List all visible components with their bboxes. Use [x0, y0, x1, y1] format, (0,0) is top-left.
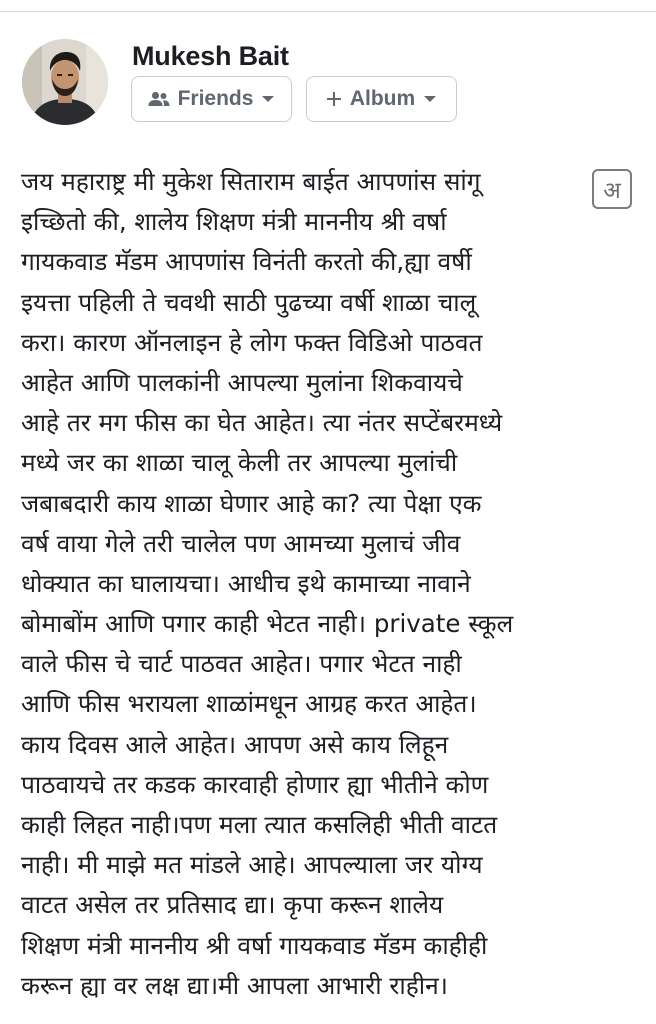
album-label: Album: [349, 87, 416, 110]
translate-button[interactable]: [592, 169, 632, 209]
post-text-line: काही लिहत नाही।पण मला त्यात कसलिही भीती वाटत: [21, 810, 498, 839]
audience-selector-button[interactable]: [131, 76, 292, 122]
post-text-line: वर्ष वाया गेले तरी चालेल पण आमच्या मुलाचं जीव: [21, 528, 461, 558]
post-text-line: पाठवायचे तर कडक कारवाही होणार ह्या भीतीने कोण: [21, 769, 489, 799]
post-body: [21, 162, 581, 1006]
friends-icon: [148, 91, 170, 107]
caret-down-icon: [261, 95, 275, 103]
post-text-line: मध्ये जर का शाळा चालू केली तर आपल्या मुलांची: [21, 448, 458, 478]
album-selector-button[interactable]: [306, 76, 457, 122]
post-text-line: इच्छितो की, शालेय शिक्षण मंत्री माननीय श्री वर्षा: [21, 207, 447, 237]
top-divider: [0, 11, 656, 12]
post-text-line: करा। कारण ऑनलाइन हे लोग फक्त विडिओ पाठवत: [21, 327, 483, 357]
post-text-line: आहेत आणि पालकांनी आपल्या मुलांना शिकवायचे: [21, 367, 463, 397]
post-text-line: इयत्ता पहिली ते चवथी साठी पुढच्या वर्षी शाळा चालू: [21, 287, 477, 317]
post-text-line: गायकवाड मॅडम आपणांस विनंती करतो की,ह्या वर्षी: [21, 247, 472, 277]
plus-icon: [326, 91, 342, 107]
post-text-line: करून ह्या वर लक्ष द्या।मी आपला आभारी राहीन।: [21, 970, 448, 1000]
post-text-line: आहे तर मग फीस का घेत आहेत। त्या नंतर सप्टेंबरमध्ये: [21, 408, 503, 438]
post-text-line: काय दिवस आले आहेत। आपण असे काय लिहून: [21, 729, 449, 759]
post-text-line: बोमाबोंम आणि पगार काही भेटत नाही। private स्कूल: [21, 609, 514, 639]
avatar-photo: [22, 39, 108, 125]
post-text-line: नाही। मी माझे मत मांडले आहे। आपल्याला जर योग्य: [21, 850, 483, 880]
post-text-line: जय महाराष्ट्र मी मुकेश सिताराम बाईत आपणांस सांगू: [21, 167, 481, 196]
post-text-line: वाले फीस चे चार्ट पाठवत आहेत। पगार भेटत नाही: [21, 649, 462, 679]
audience-label: Friends: [177, 87, 254, 110]
avatar[interactable]: [22, 39, 108, 125]
post-text-line: आणि फीस भरायला शाळांमधून आग्रह करत आहेत।: [21, 689, 477, 719]
post-text-line: जबाबदारी काय शाळा घेणार आहे का? त्या पेक्षा एक: [21, 488, 482, 518]
author-name[interactable]: Mukesh Bait: [132, 41, 289, 71]
translate-icon: अ: [603, 178, 621, 204]
caret-down-icon: [423, 95, 437, 103]
post-text-line: शिक्षण मंत्री माननीय श्री वर्षा गायकवाड मॅडम काहीही: [21, 930, 488, 960]
post-text-line: वाटत असेल तर प्रतिसाद द्या। कृपा करून शालेय: [21, 890, 444, 920]
post-text-line: धोक्यात का घालायचा। आधीच इथे कामाच्या नावाने: [21, 568, 471, 598]
